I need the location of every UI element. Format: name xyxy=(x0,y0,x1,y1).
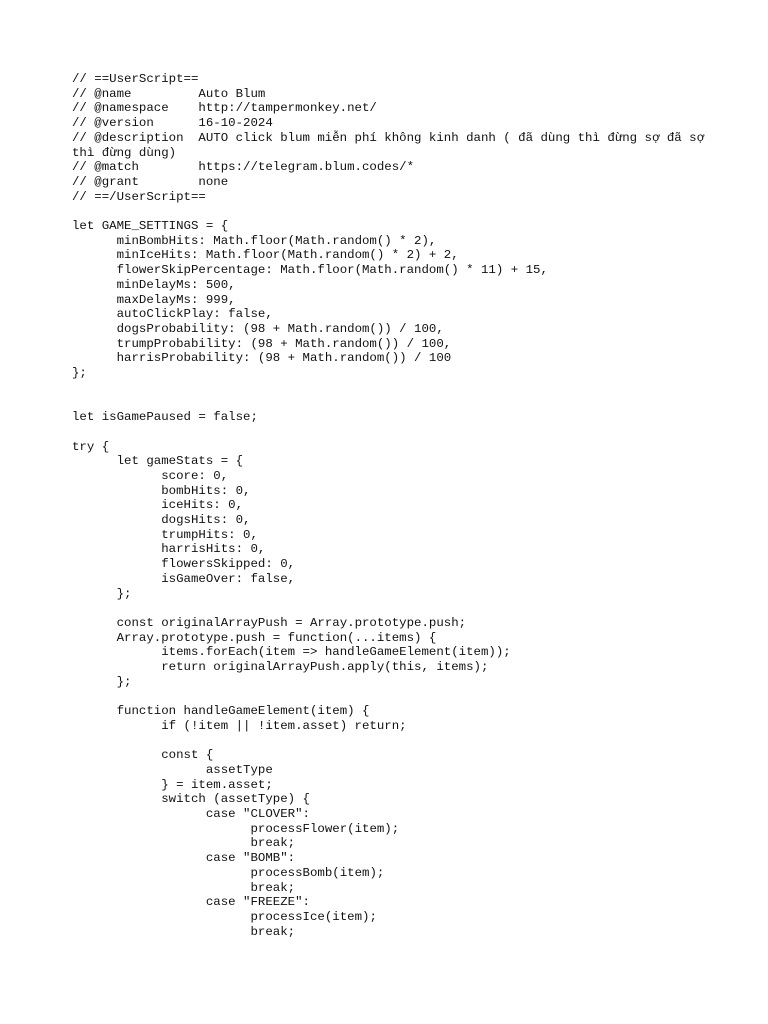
code-line: minDelayMs: 500, xyxy=(72,277,236,292)
code-line: minBombHits: Math.floor(Math.random() * 2), xyxy=(72,233,437,248)
code-line: items.forEach(item => handleGameElement(item)); xyxy=(72,645,511,660)
code-line: // @namespace http://tampermonkey.net/ xyxy=(72,101,377,116)
code-line xyxy=(72,601,712,616)
code-line: score: 0, xyxy=(72,468,229,483)
code-line xyxy=(72,204,712,219)
code-line: trumpHits: 0, xyxy=(72,527,258,542)
code-line: minIceHits: Math.floor(Math.random() * 2) + 2, xyxy=(72,248,459,263)
code-line xyxy=(72,395,712,410)
code-line: let GAME_SETTINGS = { xyxy=(72,219,229,234)
code-line xyxy=(72,734,712,749)
code-line: function handleGameElement(item) { xyxy=(72,704,370,719)
code-line: processBomb(item); xyxy=(72,865,385,880)
code-line: flowersSkipped: 0, xyxy=(72,557,296,572)
code-line: // @match https://telegram.blum.codes/* xyxy=(72,160,415,175)
code-line: trumpProbability: (98 + Math.random()) / 100, xyxy=(72,336,452,351)
code-line: dogsHits: 0, xyxy=(72,513,251,528)
code-line: try { xyxy=(72,439,110,454)
code-line: if (!item || !item.asset) return; xyxy=(72,718,407,733)
code-line: processFlower(item); xyxy=(72,821,400,836)
code-listing xyxy=(72,72,712,939)
code-line: bombHits: 0, xyxy=(72,483,251,498)
code-line: Array.prototype.push = function(...items) { xyxy=(72,630,437,645)
code-line: break; xyxy=(72,924,296,939)
code-line: // ==UserScript== xyxy=(72,72,199,86)
code-line: break; xyxy=(72,880,296,895)
code-line: break; xyxy=(72,836,296,851)
code-line: flowerSkipPercentage: Math.floor(Math.random() * 11) + 15, xyxy=(72,263,548,278)
code-line xyxy=(72,425,712,440)
code-line: harrisHits: 0, xyxy=(72,542,266,557)
code-line: // @grant none xyxy=(72,174,229,189)
code-line: case "CLOVER": xyxy=(72,807,310,822)
code-line: } = item.asset; xyxy=(72,777,273,792)
code-line: }; xyxy=(72,674,132,689)
code-line: isGameOver: false, xyxy=(72,571,296,586)
code-line: harrisProbability: (98 + Math.random()) / 100 xyxy=(72,351,452,366)
code-line: // ==/UserScript== xyxy=(72,189,206,204)
code-line: switch (assetType) { xyxy=(72,792,310,807)
code-line: maxDelayMs: 999, xyxy=(72,292,236,307)
code-line: case "FREEZE": xyxy=(72,895,310,910)
code-line: return originalArrayPush.apply(this, items); xyxy=(72,660,489,675)
code-line: // @name Auto Blum xyxy=(72,86,266,101)
code-line: }; xyxy=(72,366,87,381)
code-line: let gameStats = { xyxy=(72,454,244,469)
code-line: iceHits: 0, xyxy=(72,498,244,513)
code-line xyxy=(72,381,712,396)
code-line: dogsProbability: (98 + Math.random()) / 100, xyxy=(72,321,444,336)
code-line xyxy=(72,689,712,704)
code-line: let isGamePaused = false; xyxy=(72,410,258,425)
code-line: const { xyxy=(72,748,214,763)
code-line: const originalArrayPush = Array.prototype.push; xyxy=(72,615,467,630)
code-line: // @description AUTO click blum miễn phí không kinh danh ( đã dùng thì đừng sợ đã sợ thì đừng dùng) xyxy=(72,130,712,160)
code-line: autoClickPlay: false, xyxy=(72,307,273,322)
code-line: // @version 16-10-2024 xyxy=(72,116,273,131)
code-line: assetType xyxy=(72,762,273,777)
code-line: processIce(item); xyxy=(72,909,377,924)
code-line: }; xyxy=(72,586,132,601)
code-line: case "BOMB": xyxy=(72,851,296,866)
